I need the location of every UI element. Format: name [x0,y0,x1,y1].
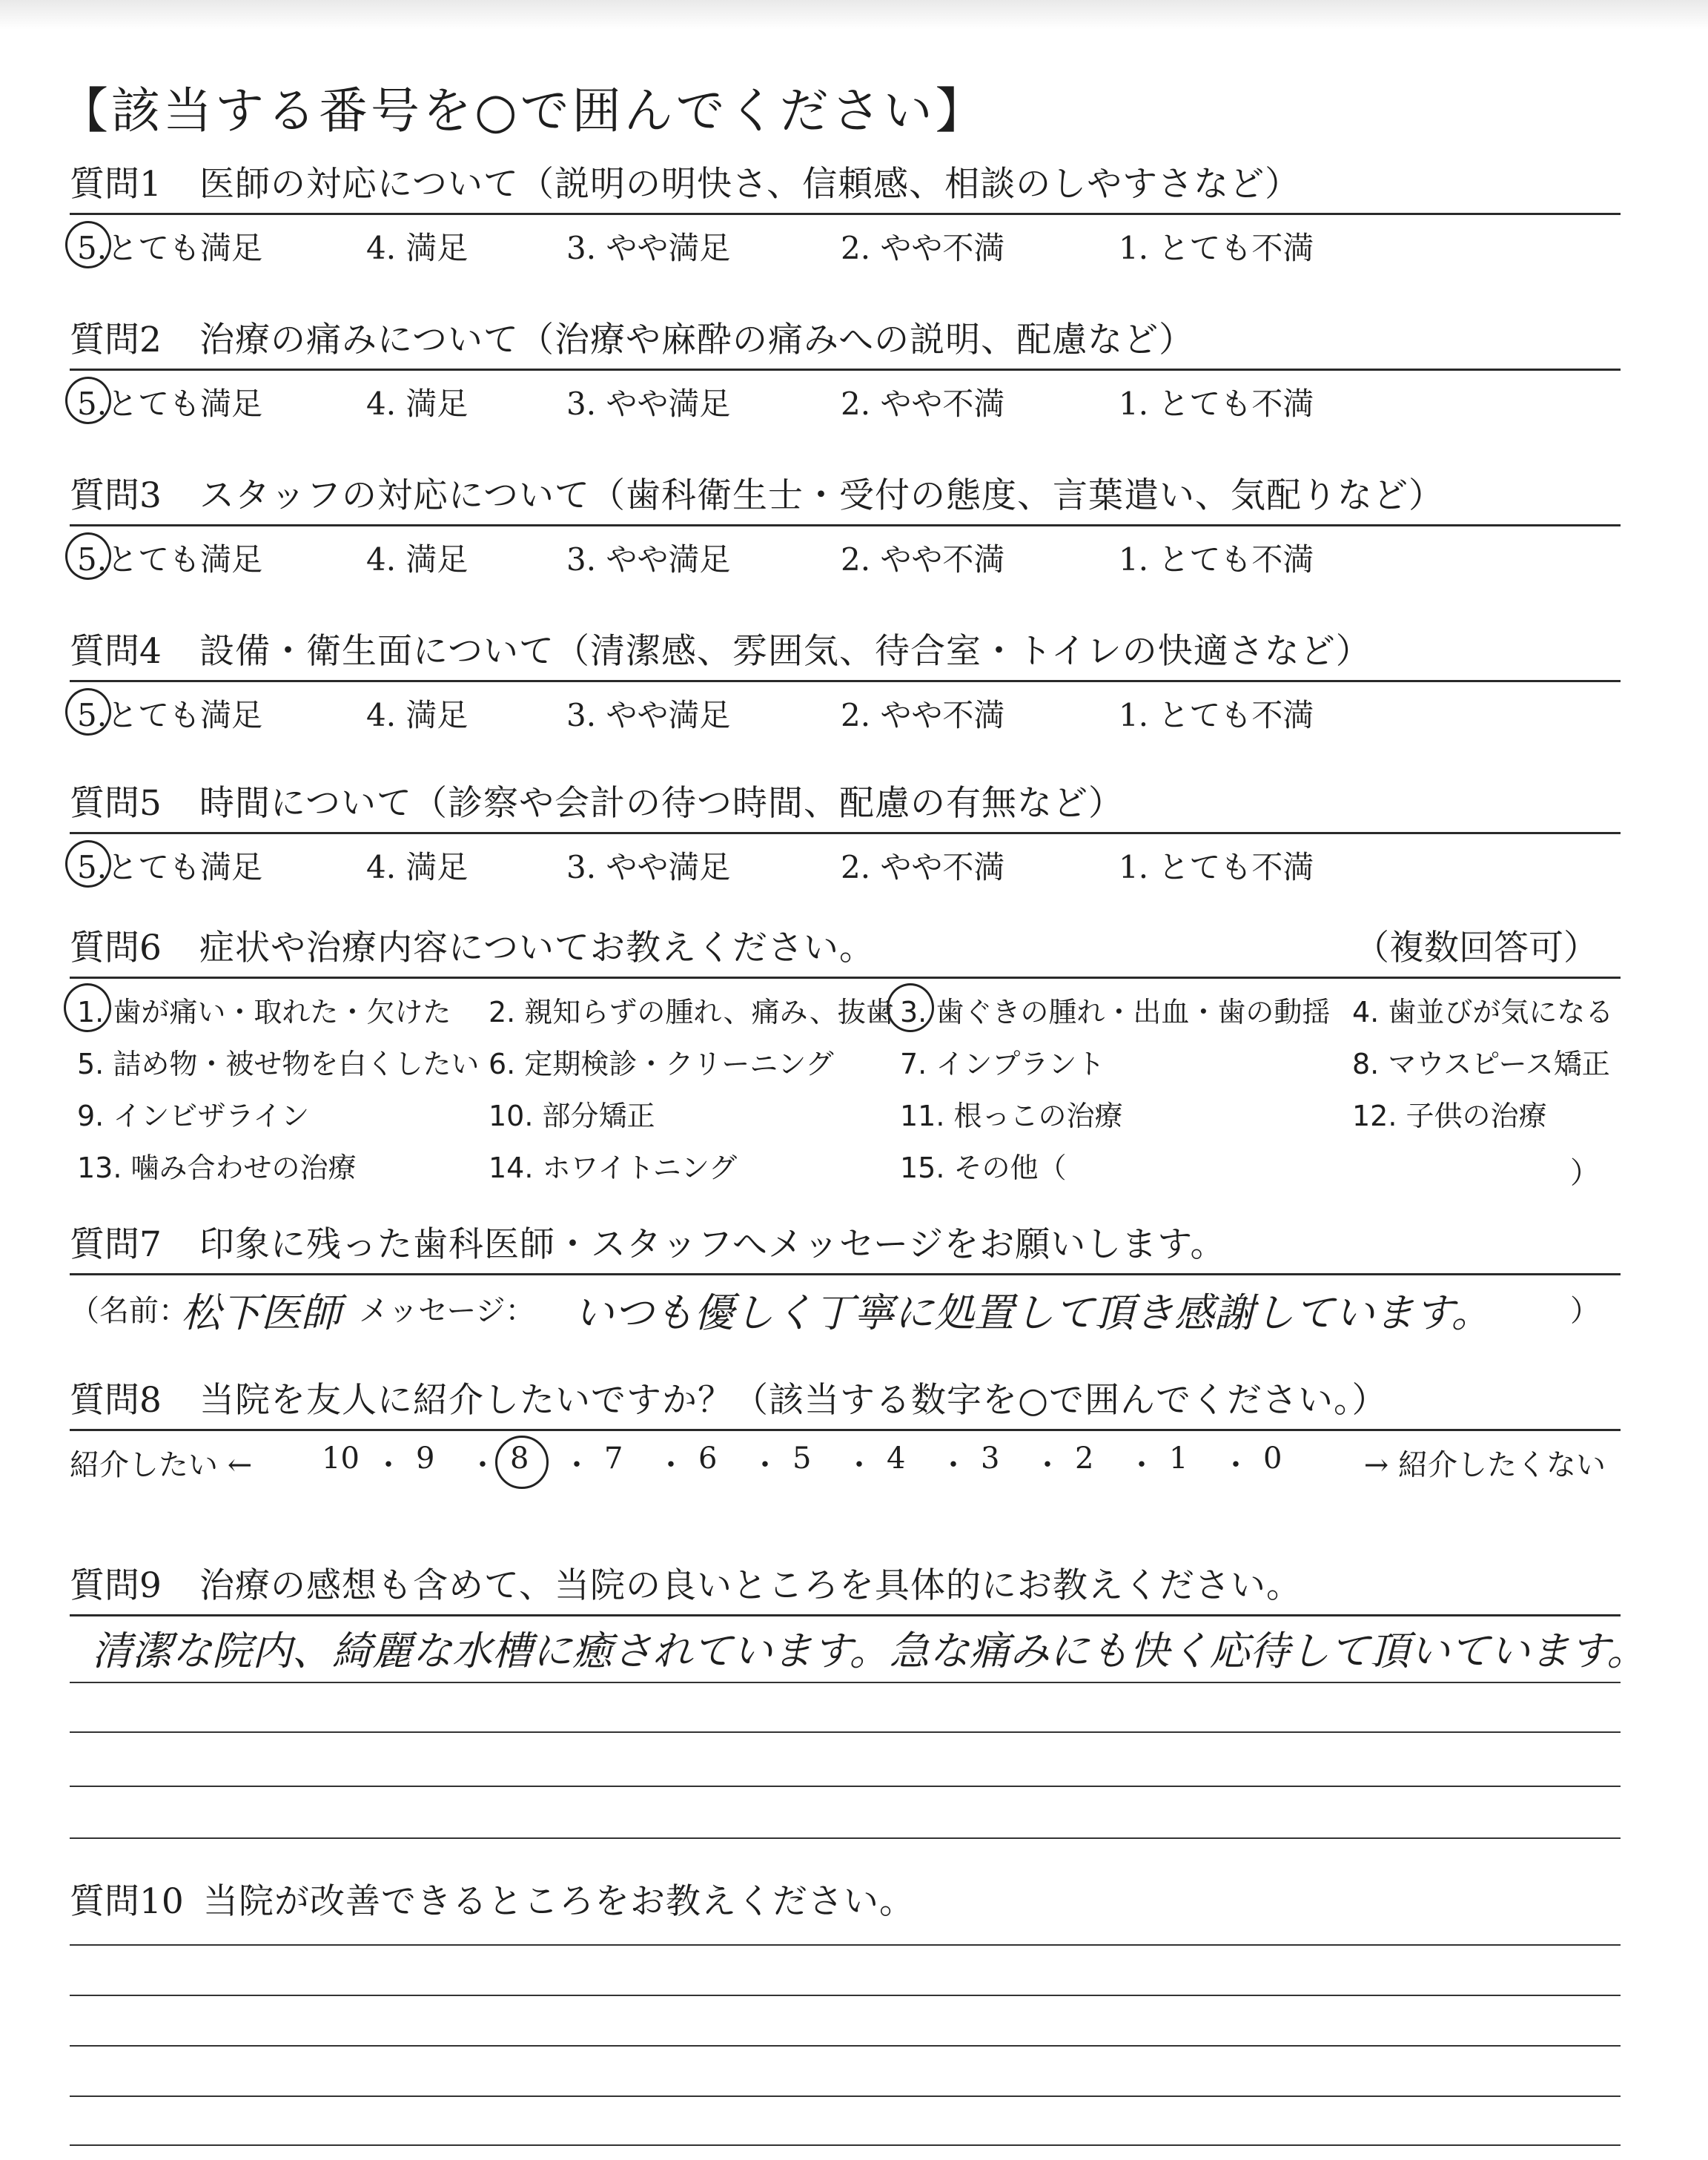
symptom-choice[interactable]: 1. 歯が痛い・取れた・欠けた [77,996,451,1028]
answer-line [70,2045,1621,2047]
symptom-choice[interactable]: 10. 部分矯正 [489,1100,655,1132]
scale-value[interactable]: 5 [792,1441,812,1476]
symptom-choice[interactable]: 14. ホワイトニング [489,1152,738,1184]
symptom-choice[interactable]: 2. 親知らずの腫れ、痛み、抜歯 [489,996,894,1028]
close-paren: ） [1570,1294,1600,1328]
message-value[interactable]: いつも優しく丁寧に処置して頂き感謝しています。 [574,1289,1492,1336]
scale-separator: ・ [1221,1448,1251,1482]
scale-separator: ・ [468,1448,497,1482]
scale-separator: ・ [374,1448,403,1482]
answer-line [70,1786,1621,1787]
rating-option[interactable]: 4. 満足 [366,386,469,422]
scale-separator: ・ [1033,1448,1062,1482]
question-underline [70,977,1621,979]
answer-line [70,1995,1621,1996]
scale-value[interactable]: 0 [1263,1441,1282,1476]
rating-option[interactable]: 5.とても満足 [77,697,263,733]
question-number: 質問8 [70,1380,162,1421]
question-1 [70,156,1621,273]
question-6 [70,919,1621,1189]
scale-value[interactable]: 3 [981,1441,1000,1476]
question-3 [70,467,1621,584]
rating-option[interactable]: 2. やや不満 [841,849,1005,885]
question-underline [70,369,1621,371]
rating-option[interactable]: 2. やや不満 [841,697,1005,733]
scale-right-label: → 紹介したくない [1363,1448,1606,1482]
symptom-choice[interactable]: 4. 歯並びが気になる [1352,996,1614,1028]
rating-option[interactable]: 2. やや不満 [841,230,1005,266]
rating-option[interactable]: 1. とても不満 [1119,697,1314,733]
symptom-choice[interactable]: 9. インビザライン [77,1100,310,1132]
scale-value[interactable]: 7 [604,1441,623,1476]
symptom-choice[interactable]: 12. 子供の治療 [1352,1100,1547,1132]
symptom-choice[interactable]: 3. 歯ぐきの腫れ・出血・歯の動揺 [900,996,1331,1028]
question-underline [70,1429,1621,1431]
rating-option[interactable]: 3. やや満足 [566,849,731,885]
symptom-choice[interactable]: 15. その他（ [900,1152,1067,1184]
multiple-answers-note: （複数回答可） [1354,928,1598,968]
scale-separator: ・ [656,1448,686,1482]
rating-option[interactable]: 4. 満足 [366,541,469,578]
rating-options [70,685,1621,740]
rating-options [70,837,1621,892]
answer-line [70,1682,1621,1683]
question-10 [70,1883,1621,1935]
rating-option[interactable]: 5.とても満足 [77,386,263,422]
scale-separator: ・ [1127,1448,1156,1482]
name-label: （名前： [70,1294,188,1328]
question-text: 治療の痛みについて（治療や麻酔の痛みへの説明、配慮など） [199,320,1195,360]
rating-option[interactable]: 5.とても満足 [77,541,263,578]
question-underline [70,680,1621,682]
rating-option[interactable]: 1. とても不満 [1119,386,1314,422]
scale-value[interactable]: 4 [887,1441,906,1476]
rating-options [70,529,1621,584]
question-text: 時間について（診察や会計の待つ時間、配慮の有無など） [199,783,1125,824]
question-text: 医師の対応について（説明の明快さ、信頼感、相談のしやすさなど） [199,164,1301,205]
question-text: 治療の感想も含めて、当院の良いところを具体的にお教えください。 [199,1565,1302,1606]
question-7 [70,1216,1621,1341]
scale-separator: ・ [562,1448,592,1482]
question-5 [70,775,1621,892]
question-number: 質問3 [70,475,162,516]
rating-option[interactable]: 4. 満足 [366,697,469,733]
question-underline [70,832,1621,834]
rating-option[interactable]: 2. やや不満 [841,541,1005,578]
question-underline [70,524,1621,526]
rating-option[interactable]: 3. やや満足 [566,386,731,422]
question-number: 質問7 [70,1224,162,1265]
rating-option[interactable]: 1. とても不満 [1119,849,1314,885]
question-text: 設備・衛生面について（清潔感、雰囲気、待合室・トイレの快適さなど） [199,631,1371,672]
message-label: メッセージ： [359,1294,535,1328]
scale-value[interactable]: 10 [322,1441,360,1476]
scale-separator: ・ [844,1448,874,1482]
scale-value[interactable]: 6 [698,1441,718,1476]
question-text: スタッフの対応について（歯科衛生士・受付の態度、言葉遣い、気配りなど） [199,475,1445,516]
answer-line [70,2144,1621,2146]
question-text: 症状や治療内容についてお教えください。 [199,928,875,968]
answer-line [70,2095,1621,2097]
question-9 [70,1557,1647,1679]
symptom-choice[interactable]: 7. インプラント [900,1048,1105,1080]
page-title: 【該当する番号を○で囲んでください】 [59,82,987,139]
name-value[interactable]: 松下医師 [181,1289,341,1336]
question-4 [70,623,1621,740]
rating-option[interactable]: 1. とても不満 [1119,230,1314,266]
question-underline [70,1273,1621,1275]
recommend-scale [70,1434,1621,1493]
scale-value[interactable]: 1 [1169,1441,1188,1476]
question-number: 質問4 [70,631,162,672]
answer-line [70,1944,1621,1946]
rating-options [70,374,1621,429]
answer-line [70,1731,1621,1733]
rating-option[interactable]: 4. 満足 [366,849,469,885]
question-text: 当院を友人に紹介したいですか？（該当する数字を○で囲んでください。） [199,1380,1388,1421]
question-2 [70,311,1621,429]
rating-option[interactable]: 3. やや満足 [566,697,731,733]
question-number: 質問10 [70,1881,184,1922]
rating-option[interactable]: 5.とても満足 [77,230,263,266]
scan-edge [0,0,1708,30]
scale-value[interactable]: 8 [510,1441,529,1476]
rating-option[interactable]: 5.とても満足 [77,849,263,885]
good-points-answer[interactable]: 清潔な院内、綺麗な水槽に癒されています。急な痛みにも快く応待して頂いています。 [92,1628,1647,1674]
scale-separator: ・ [750,1448,780,1482]
question-underline [70,1614,1621,1616]
rating-option[interactable]: 4. 満足 [366,230,469,266]
question-underline [70,213,1621,215]
rating-option[interactable]: 1. とても不満 [1119,541,1314,578]
question-text: 当院が改善できるところをお教えください。 [203,1881,915,1922]
scale-separator: ・ [939,1448,968,1482]
question-number: 質問6 [70,928,162,968]
rating-option[interactable]: 3. やや満足 [566,230,731,266]
rating-option[interactable]: 3. やや満足 [566,541,731,578]
question-number: 質問1 [70,164,162,205]
rating-option[interactable]: 2. やや不満 [841,386,1005,422]
symptom-choice[interactable]: 11. 根っこの治療 [900,1100,1123,1132]
question-number: 質問9 [70,1565,162,1606]
close-paren: ） [1570,1156,1600,1190]
scale-left-label: 紹介したい ← [70,1448,253,1482]
symptom-choice[interactable]: 6. 定期検診・クリーニング [489,1048,834,1080]
question-8 [70,1372,1621,1493]
symptom-choices [70,982,1621,1189]
symptom-choice[interactable]: 8. マウスピース矯正 [1352,1048,1610,1080]
question-text: 印象に残った歯科医師・スタッフへメッセージをお願いします。 [199,1224,1226,1265]
question-number: 質問5 [70,783,162,824]
answer-line [70,1837,1621,1839]
scale-value[interactable]: 2 [1075,1441,1094,1476]
question-number: 質問2 [70,320,162,360]
rating-options [70,218,1621,273]
symptom-choice[interactable]: 5. 詰め物・被せ物を白くしたい [77,1048,480,1080]
symptom-choice[interactable]: 13. 噛み合わせの治療 [77,1152,357,1184]
scale-value[interactable]: 9 [416,1441,435,1476]
